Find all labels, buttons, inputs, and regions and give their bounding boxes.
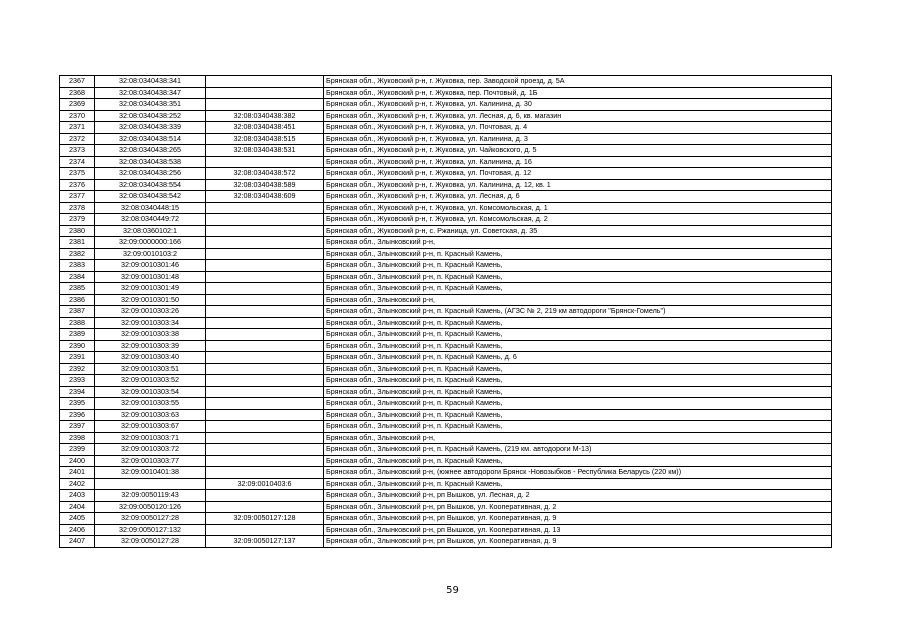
row-number-cell: 2392 [60, 363, 95, 375]
address-cell: Брянская обл., Злынковский р-н, рп Вышков, ул. Кооперативная, д. 2 [324, 501, 832, 513]
table-row [60, 363, 832, 375]
cadastral-number-cell: 32:08:0340438:252 [95, 110, 206, 122]
address-cell: Брянская обл., Злынковский р-н, [324, 294, 832, 306]
cadastral-number-cell: 32:08:0340438:347 [95, 87, 206, 99]
table-row [60, 386, 832, 398]
registry-table-body [60, 76, 832, 548]
address-cell: Брянская обл., Злынковский р-н, п. Красный Камень, [324, 409, 832, 421]
linked-cadastral-number-cell [206, 444, 324, 456]
address-cell: Брянская обл., Злынковский р-н, п. Красный Камень, [324, 386, 832, 398]
property-registry-table [59, 75, 832, 548]
address-cell: Брянская обл., Злынковский р-н, п. Красный Камень, [324, 455, 832, 467]
row-number-cell: 2398 [60, 432, 95, 444]
cadastral-number-cell: 32:09:0010303:39 [95, 340, 206, 352]
address-cell: Брянская обл., Злынковский р-н, п. Красный Камень, [324, 260, 832, 272]
row-number-cell: 2377 [60, 191, 95, 203]
row-number-cell: 2387 [60, 306, 95, 318]
row-number-cell: 2375 [60, 168, 95, 180]
address-cell: Брянская обл., Жуковский р-н, г. Жуковка, ул. Лесная, д. 6 [324, 191, 832, 203]
cadastral-number-cell: 32:08:0340438:341 [95, 76, 206, 88]
address-cell: Брянская обл., Жуковский р-н, с. Ржаница, ул. Советская, д. 35 [324, 225, 832, 237]
linked-cadastral-number-cell: 32:08:0340438:609 [206, 191, 324, 203]
row-number-cell: 2391 [60, 352, 95, 364]
table-row [60, 478, 832, 490]
table-row [60, 225, 832, 237]
linked-cadastral-number-cell [206, 248, 324, 260]
table-row [60, 191, 832, 203]
cadastral-number-cell: 32:08:0340448:15 [95, 202, 206, 214]
address-cell: Брянская обл., Злынковский р-н, [324, 432, 832, 444]
row-number-cell: 2378 [60, 202, 95, 214]
table-row [60, 145, 832, 157]
cadastral-number-cell: 32:08:0340438:554 [95, 179, 206, 191]
table-row [60, 398, 832, 410]
cadastral-number-cell: 32:09:0050119:43 [95, 490, 206, 502]
table-row [60, 283, 832, 295]
cadastral-number-cell [95, 478, 206, 490]
address-cell: Брянская обл., Жуковский р-н, г. Жуковка, ул. Комсомольская, д. 1 [324, 202, 832, 214]
linked-cadastral-number-cell [206, 202, 324, 214]
linked-cadastral-number-cell: 32:09:0050127:128 [206, 513, 324, 525]
row-number-cell: 2369 [60, 99, 95, 111]
table-row [60, 329, 832, 341]
table-row [60, 467, 832, 479]
table-row [60, 99, 832, 111]
table-row [60, 490, 832, 502]
table-row [60, 122, 832, 134]
linked-cadastral-number-cell [206, 283, 324, 295]
row-number-cell: 2383 [60, 260, 95, 272]
linked-cadastral-number-cell [206, 409, 324, 421]
page-number: 59 [446, 585, 459, 596]
address-cell: Брянская обл., Злынковский р-н, п. Красный Камень, [324, 248, 832, 260]
cadastral-number-cell: 32:09:0010303:72 [95, 444, 206, 456]
linked-cadastral-number-cell: 32:09:0050127:137 [206, 536, 324, 548]
cadastral-number-cell: 32:09:0010303:52 [95, 375, 206, 387]
cadastral-number-cell: 32:09:0010303:71 [95, 432, 206, 444]
row-number-cell: 2376 [60, 179, 95, 191]
linked-cadastral-number-cell [206, 306, 324, 318]
address-cell: Брянская обл., Жуковский р-н, г. Жуковка, пер. Заводской проезд, д. 5А [324, 76, 832, 88]
linked-cadastral-number-cell [206, 99, 324, 111]
row-number-cell: 2401 [60, 467, 95, 479]
address-cell: Брянская обл., Злынковский р-н, [324, 237, 832, 249]
linked-cadastral-number-cell: 32:08:0340438:589 [206, 179, 324, 191]
cadastral-number-cell: 32:09:0010303:77 [95, 455, 206, 467]
linked-cadastral-number-cell [206, 156, 324, 168]
address-cell: Брянская обл., Злынковский р-н, п. Красный Камень, [324, 329, 832, 341]
address-cell: Брянская обл., Злынковский р-н, п. Красный Камень, д. 6 [324, 352, 832, 364]
linked-cadastral-number-cell [206, 501, 324, 513]
linked-cadastral-number-cell [206, 225, 324, 237]
table-row [60, 352, 832, 364]
table-row [60, 202, 832, 214]
row-number-cell: 2390 [60, 340, 95, 352]
linked-cadastral-number-cell [206, 398, 324, 410]
address-cell: Брянская обл., Злынковский р-н, п. Красный Камень, [324, 340, 832, 352]
cadastral-number-cell: 32:09:0000000:166 [95, 237, 206, 249]
linked-cadastral-number-cell: 32:08:0340438:382 [206, 110, 324, 122]
row-number-cell: 2403 [60, 490, 95, 502]
address-cell: Брянская обл., Злынковский р-н, п. Красный Камень, [324, 317, 832, 329]
row-number-cell: 2384 [60, 271, 95, 283]
linked-cadastral-number-cell [206, 375, 324, 387]
cadastral-number-cell: 32:09:0050127:132 [95, 524, 206, 536]
address-cell: Брянская обл., Жуковский р-н, г. Жуковка, ул. Калинина, д. 3 [324, 133, 832, 145]
cadastral-number-cell: 32:08:0340438:351 [95, 99, 206, 111]
linked-cadastral-number-cell [206, 352, 324, 364]
cadastral-number-cell: 32:09:0010303:54 [95, 386, 206, 398]
table-row [60, 524, 832, 536]
row-number-cell: 2406 [60, 524, 95, 536]
linked-cadastral-number-cell [206, 455, 324, 467]
cadastral-number-cell: 32:09:0050127:28 [95, 536, 206, 548]
linked-cadastral-number-cell [206, 490, 324, 502]
linked-cadastral-number-cell: 32:08:0340438:515 [206, 133, 324, 145]
address-cell: Брянская обл., Злынковский р-н, п. Красный Камень, [324, 398, 832, 410]
linked-cadastral-number-cell [206, 340, 324, 352]
cadastral-number-cell: 32:09:0010303:34 [95, 317, 206, 329]
row-number-cell: 2407 [60, 536, 95, 548]
row-number-cell: 2370 [60, 110, 95, 122]
table-row [60, 76, 832, 88]
linked-cadastral-number-cell [206, 432, 324, 444]
cadastral-number-cell: 32:09:0010303:55 [95, 398, 206, 410]
cadastral-number-cell: 32:09:0010303:67 [95, 421, 206, 433]
table-row [60, 340, 832, 352]
address-cell: Брянская обл., Жуковский р-н, г. Жуковка, ул. Чайковского, д. 5 [324, 145, 832, 157]
cadastral-number-cell: 32:09:0010303:26 [95, 306, 206, 318]
row-number-cell: 2405 [60, 513, 95, 525]
cadastral-number-cell: 32:09:0050127:28 [95, 513, 206, 525]
linked-cadastral-number-cell: 32:08:0340438:531 [206, 145, 324, 157]
linked-cadastral-number-cell [206, 363, 324, 375]
cadastral-number-cell: 32:08:0360102:1 [95, 225, 206, 237]
row-number-cell: 2389 [60, 329, 95, 341]
linked-cadastral-number-cell [206, 317, 324, 329]
table-row [60, 409, 832, 421]
table-row [60, 179, 832, 191]
cadastral-number-cell: 32:09:0010303:51 [95, 363, 206, 375]
address-cell: Брянская обл., Злынковский р-н, п. Красный Камень, [324, 478, 832, 490]
address-cell: Брянская обл., Злынковский р-н, рп Вышков, ул. Кооперативная, д. 9 [324, 513, 832, 525]
address-cell: Брянская обл., Злынковский р-н, п. Красный Камень, [324, 271, 832, 283]
table-row [60, 513, 832, 525]
linked-cadastral-number-cell [206, 214, 324, 226]
cadastral-number-cell: 32:08:0340438:542 [95, 191, 206, 203]
row-number-cell: 2394 [60, 386, 95, 398]
row-number-cell: 2372 [60, 133, 95, 145]
address-cell: Брянская обл., Злынковский р-н, п. Красный Камень, (АГЗС № 2, 219 км автодороги "Брянск-Гомель") [324, 306, 832, 318]
row-number-cell: 2400 [60, 455, 95, 467]
cadastral-number-cell: 32:09:0010303:38 [95, 329, 206, 341]
row-number-cell: 2374 [60, 156, 95, 168]
linked-cadastral-number-cell [206, 237, 324, 249]
cadastral-number-cell: 32:09:0010401:38 [95, 467, 206, 479]
linked-cadastral-number-cell [206, 329, 324, 341]
cadastral-number-cell: 32:09:0010303:63 [95, 409, 206, 421]
table-row [60, 133, 832, 145]
linked-cadastral-number-cell [206, 386, 324, 398]
row-number-cell: 2396 [60, 409, 95, 421]
table-row [60, 536, 832, 548]
address-cell: Брянская обл., Злынковский р-н, рп Вышков, ул. Кооперативная, д. 9 [324, 536, 832, 548]
table-row [60, 317, 832, 329]
cadastral-number-cell: 32:08:0340438:514 [95, 133, 206, 145]
table-row [60, 421, 832, 433]
linked-cadastral-number-cell: 32:08:0340438:451 [206, 122, 324, 134]
table-row [60, 156, 832, 168]
table-row [60, 110, 832, 122]
address-cell: Брянская обл., Жуковский р-н, г. Жуковка, ул. Калинина, д. 12, кв. 1 [324, 179, 832, 191]
row-number-cell: 2367 [60, 76, 95, 88]
address-cell: Брянская обл., Жуковский р-н, г. Жуковка, ул. Калинина, д. 30 [324, 99, 832, 111]
row-number-cell: 2402 [60, 478, 95, 490]
cadastral-number-cell: 32:09:0010103:2 [95, 248, 206, 260]
linked-cadastral-number-cell [206, 76, 324, 88]
cadastral-number-cell: 32:08:0340438:339 [95, 122, 206, 134]
table-row [60, 432, 832, 444]
table-row [60, 294, 832, 306]
table-row [60, 87, 832, 99]
cadastral-number-cell: 32:08:0340438:265 [95, 145, 206, 157]
address-cell: Брянская обл., Жуковский р-н, г. Жуковка, пер. Почтовый, д. 1Б [324, 87, 832, 99]
row-number-cell: 2379 [60, 214, 95, 226]
table-row [60, 214, 832, 226]
table-row [60, 168, 832, 180]
address-cell: Брянская обл., Жуковский р-н, г. Жуковка, ул. Калинина, д. 16 [324, 156, 832, 168]
row-number-cell: 2388 [60, 317, 95, 329]
cadastral-number-cell: 32:09:0010301:49 [95, 283, 206, 295]
row-number-cell: 2380 [60, 225, 95, 237]
row-number-cell: 2393 [60, 375, 95, 387]
address-cell: Брянская обл., Злынковский р-н, п. Красный Камень, [324, 283, 832, 295]
table-row [60, 455, 832, 467]
linked-cadastral-number-cell [206, 271, 324, 283]
cadastral-number-cell: 32:08:0340438:538 [95, 156, 206, 168]
row-number-cell: 2368 [60, 87, 95, 99]
cadastral-number-cell: 32:09:0010303:40 [95, 352, 206, 364]
row-number-cell: 2382 [60, 248, 95, 260]
linked-cadastral-number-cell: 32:08:0340438:572 [206, 168, 324, 180]
linked-cadastral-number-cell [206, 421, 324, 433]
row-number-cell: 2386 [60, 294, 95, 306]
linked-cadastral-number-cell [206, 87, 324, 99]
table-row [60, 260, 832, 272]
row-number-cell: 2371 [60, 122, 95, 134]
address-cell: Брянская обл., Злынковский р-н, п. Красный Камень, [324, 375, 832, 387]
table-row [60, 248, 832, 260]
linked-cadastral-number-cell [206, 294, 324, 306]
table-row [60, 501, 832, 513]
row-number-cell: 2397 [60, 421, 95, 433]
table-row [60, 306, 832, 318]
row-number-cell: 2404 [60, 501, 95, 513]
table-row [60, 271, 832, 283]
cadastral-number-cell: 32:09:0010301:48 [95, 271, 206, 283]
address-cell: Брянская обл., Злынковский р-н, (южнее автодороги Брянск -Новозыбков - Республика Беларусь (220 км)) [324, 467, 832, 479]
cadastral-number-cell: 32:08:0340438:256 [95, 168, 206, 180]
address-cell: Брянская обл., Жуковский р-н, г. Жуковка, ул. Почтовая, д. 12 [324, 168, 832, 180]
address-cell: Брянская обл., Злынковский р-н, п. Красный Камень, [324, 421, 832, 433]
address-cell: Брянская обл., Злынковский р-н, рп Вышков, ул. Кооперативная, д. 13 [324, 524, 832, 536]
cadastral-number-cell: 32:08:0340449:72 [95, 214, 206, 226]
address-cell: Брянская обл., Злынковский р-н, п. Красный Камень, (219 км. автодороги М-13) [324, 444, 832, 456]
linked-cadastral-number-cell [206, 524, 324, 536]
row-number-cell: 2381 [60, 237, 95, 249]
address-cell: Брянская обл., Жуковский р-н, г. Жуковка, ул. Лесная, д. 6, кв. магазин [324, 110, 832, 122]
table-row [60, 444, 832, 456]
row-number-cell: 2399 [60, 444, 95, 456]
address-cell: Брянская обл., Жуковский р-н, г. Жуковка, ул. Комсомольская, д. 2 [324, 214, 832, 226]
linked-cadastral-number-cell [206, 467, 324, 479]
address-cell: Брянская обл., Жуковский р-н, г. Жуковка, ул. Почтовая, д. 4 [324, 122, 832, 134]
address-cell: Брянская обл., Злынковский р-н, рп Вышков, ул. Лесная, д. 2 [324, 490, 832, 502]
table-row [60, 375, 832, 387]
linked-cadastral-number-cell [206, 260, 324, 272]
address-cell: Брянская обл., Злынковский р-н, п. Красный Камень, [324, 363, 832, 375]
row-number-cell: 2385 [60, 283, 95, 295]
row-number-cell: 2395 [60, 398, 95, 410]
linked-cadastral-number-cell: 32:09:0010403:6 [206, 478, 324, 490]
cadastral-number-cell: 32:09:0010301:50 [95, 294, 206, 306]
row-number-cell: 2373 [60, 145, 95, 157]
cadastral-number-cell: 32:09:0010301:46 [95, 260, 206, 272]
cadastral-number-cell: 32:09:0050120:126 [95, 501, 206, 513]
table-row [60, 237, 832, 249]
